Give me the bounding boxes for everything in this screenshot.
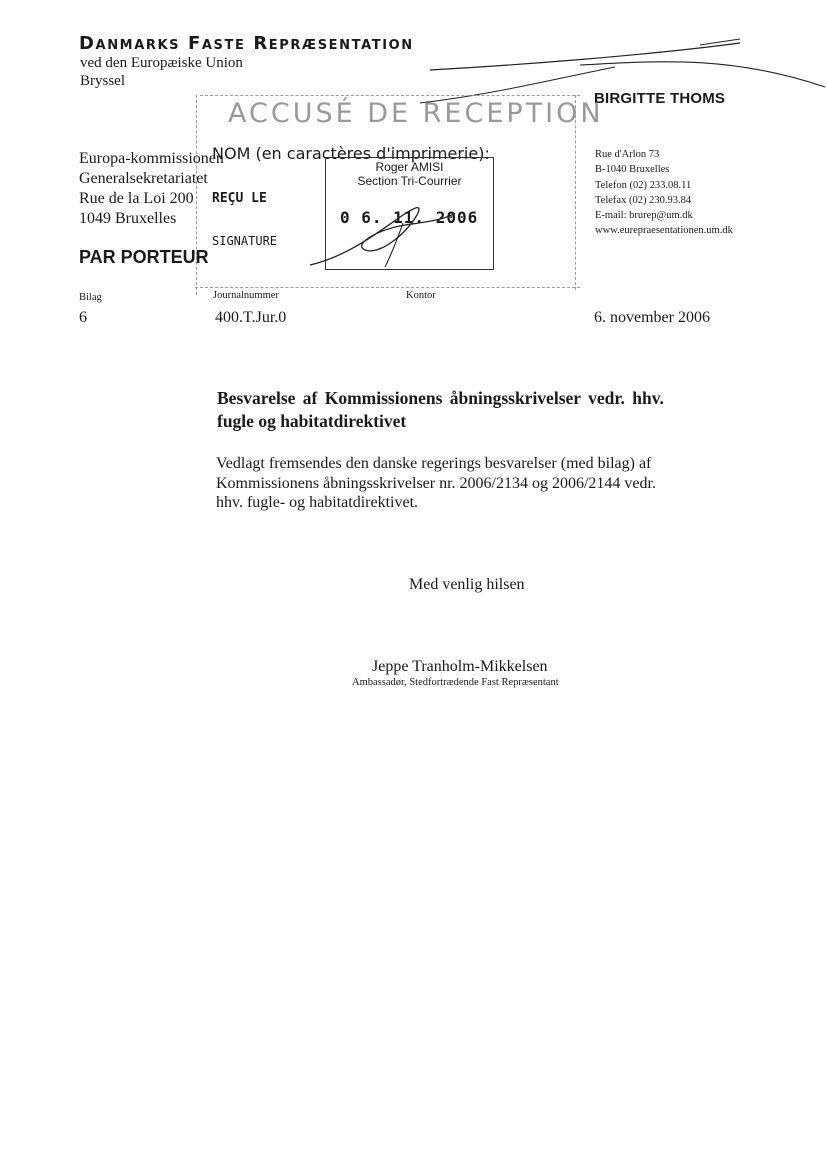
organization-city: Bryssel <box>80 73 125 89</box>
organization-subtitle: ved den Europæiske Union <box>80 55 243 71</box>
stamp-bottom-border <box>195 287 580 288</box>
stamp-received-name: Roger AMISI <box>375 160 444 174</box>
recipient-line: 1049 Bruxelles <box>79 210 177 227</box>
recipient-line: Generalsekretariatet <box>79 170 208 187</box>
recipient-address <box>79 149 224 229</box>
organization-name-text: Danmarks Faste Repræsentation <box>79 33 414 54</box>
subject-line: fugle og habitatdirektivet <box>217 411 407 431</box>
bilag-label: Bilag <box>79 292 102 303</box>
website-line: www.eurepraesentationen.um.dk <box>595 225 733 237</box>
stamp-signature-label: SIGNATURE <box>212 234 278 248</box>
stamp-top-border <box>200 95 580 96</box>
journal-value: 400.T.Jur.0 <box>215 309 287 326</box>
body-line: hhv. fugle- og habitatdirektivet. <box>216 494 419 511</box>
recipient-line: Rue de la Loi 200 <box>79 190 194 207</box>
stamp-received-section: Section Tri-Courrier <box>357 174 462 188</box>
stamp-date: 0 6. 11. 2006 <box>340 208 479 227</box>
handwritten-signature <box>305 195 465 275</box>
recipient-line: Europa-kommissionen <box>79 150 224 167</box>
body-line: Vedlagt fremsendes den danske regerings besvarelser (med bilag) af <box>216 455 652 472</box>
stamp-nom-label: NOM (en caractères d'imprimerie): <box>212 144 490 163</box>
subject-line: Besvarelse af Kommissionens åbningsskrivelser vedr. hhv. <box>217 388 664 408</box>
letter-subject <box>217 387 747 433</box>
closing: Med venlig hilsen <box>409 576 525 593</box>
city-line: B-1040 Bruxelles <box>595 164 670 176</box>
fax-line: Telefax (02) 230.93.84 <box>595 194 692 206</box>
signer-title: Ambassadør, Stedfortrædende Fast Repræsentant <box>352 677 559 688</box>
bilag-value: 6 <box>79 309 87 326</box>
email-line: E-mail: brurep@um.dk <box>595 210 693 222</box>
organization-name <box>79 33 414 54</box>
phone-line: Telefon (02) 233.08.11 <box>595 179 692 191</box>
letter-date: 6. november 2006 <box>594 309 710 326</box>
letter-body <box>216 454 736 513</box>
body-line: Kommissionens åbningsskrivelser nr. 2006/2134 og 2006/2144 vedr. <box>216 474 656 492</box>
address-line: Rue d'Arlon 73 <box>595 149 660 160</box>
stamp-header: ACCUSÉ DE RECEPTION <box>228 98 604 129</box>
delivery-method: PAR PORTEUR <box>79 247 209 267</box>
journal-label: Journalnummer <box>213 290 279 301</box>
sender-contact <box>595 147 733 239</box>
kontor-label: Kontor <box>406 290 436 301</box>
stamp-recu-label: REÇU LE <box>212 191 267 206</box>
signer-name: Jeppe Tranholm-Mikkelsen <box>372 658 548 675</box>
sender-name: BIRGITTE THOMS <box>594 90 726 107</box>
